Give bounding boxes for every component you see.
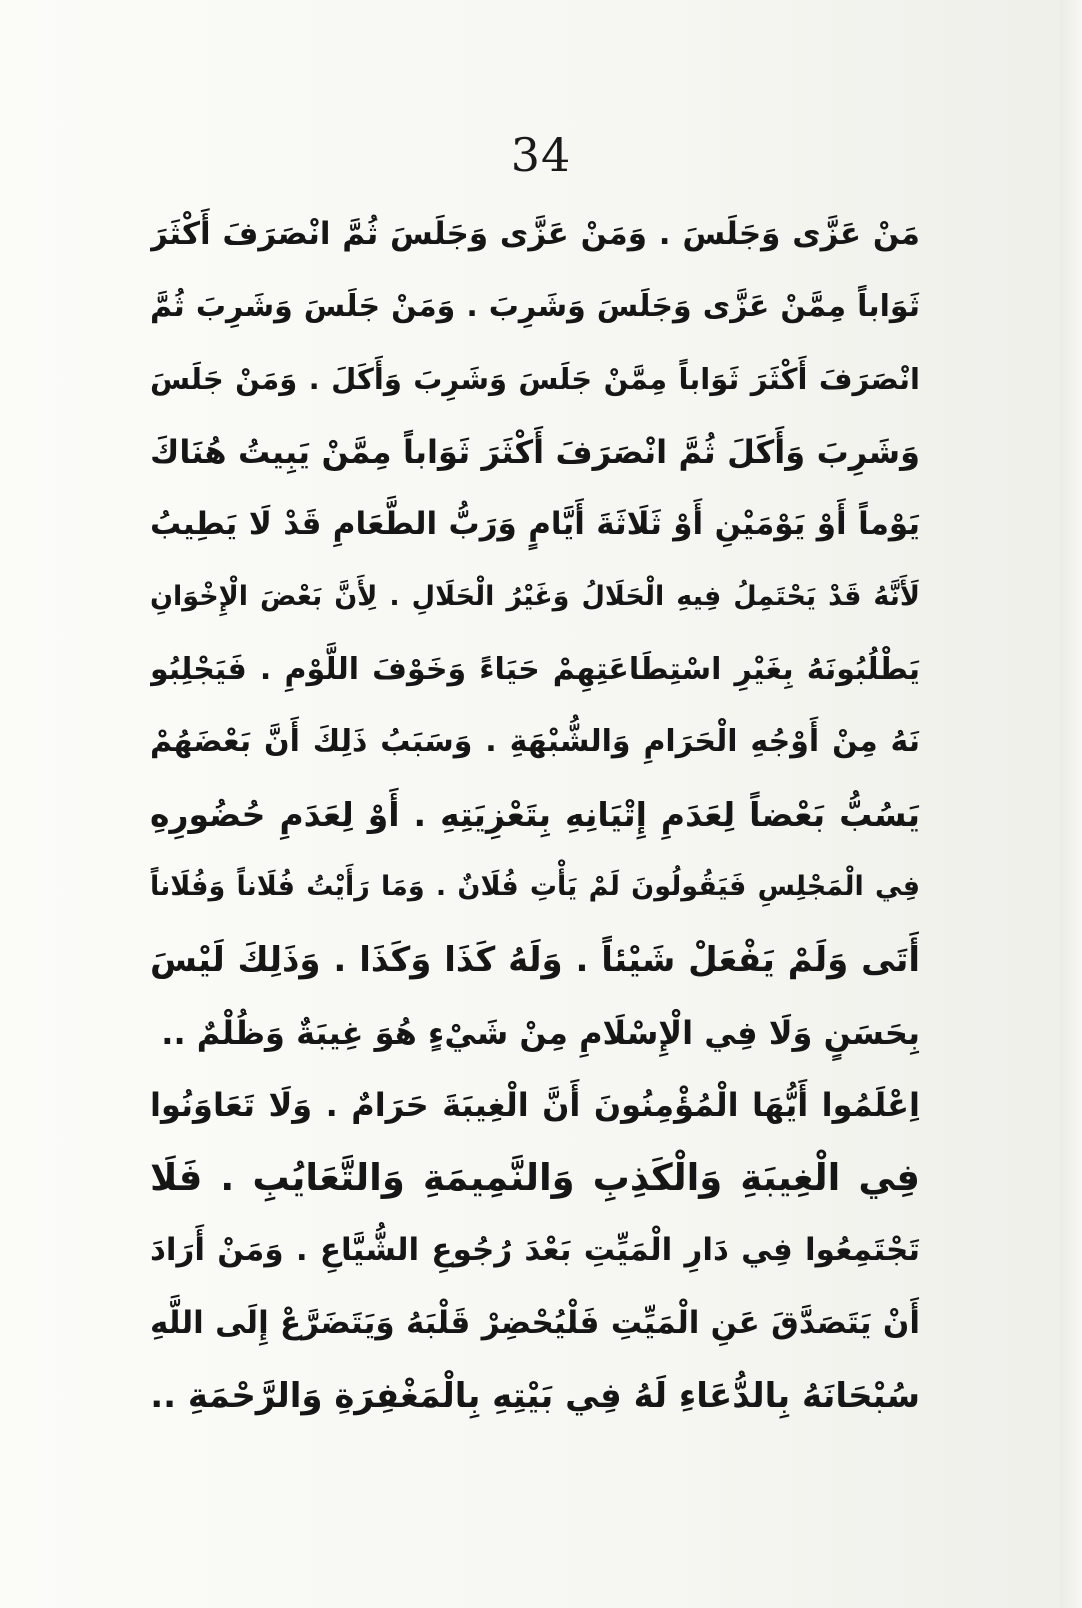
text-line: أَتَى وَلَمْ يَفْعَلْ شَيْئاً . وَلَهُ كَذَا وَكَذَا . وَذَلِكَ لَيْسَ — [150, 939, 920, 980]
text-line: أَنْ يَتَصَدَّقَ عَنِ الْمَيِّتِ فَلْيُحْضِرْ قَلْبَهُ وَيَتَضَرَّعْ إِلَى اللَّهِ — [150, 1304, 920, 1341]
text-line: فِي الْمَجْلِسِ فَيَقُولُونَ لَمْ يَأْتِ فُلَانٌ . وَمَا رَأَيْتُ فُلَاناً وَفُلَاناً — [150, 871, 920, 903]
text-line: يَسُبُّ بَعْضاً لِعَدَمِ إِتْيَانِهِ بِتَعْزِيَتِهِ . أَوْ لِعَدَمِ حُضُورِهِ — [150, 794, 920, 834]
text-line: وَشَرِبَ وَأَكَلَ ثُمَّ انْصَرَفَ أَكْثَرَ ثَوَاباً مِمَّنْ يَبِيتُ هُنَاكَ — [150, 432, 920, 471]
text-line: فِي الْغِيبَةِ وَالْكَذِبِ وَالنَّمِيمَةِ وَالتَّعَايُبِ . فَلَا — [150, 1155, 920, 1199]
paper-edge-shadow — [1060, 0, 1082, 1608]
arabic-text-block — [150, 198, 920, 1432]
text-line: اِعْلَمُوا أَيُّهَا الْمُؤْمِنُونَ أَنَّ الْغِيبَةَ حَرَامٌ . وَلَا تَعَاوَنُوا — [150, 1086, 920, 1125]
text-line: انْصَرَفَ أَكْثَرَ ثَوَاباً مِمَّنْ جَلَسَ وَشَرِبَ وَأَكَلَ . وَمَنْ جَلَسَ — [150, 362, 920, 397]
text-line: ثَوَاباً مِمَّنْ عَزَّى وَجَلَسَ وَشَرِبَ . وَمَنْ جَلَسَ وَشَرِبَ ثُمَّ — [150, 288, 920, 324]
text-line: يَوْماً أَوْ يَوْمَيْنِ أَوْ ثَلَاثَةَ أَيَّامٍ وَرَبُّ الطَّعَامِ قَدْ لَا يَطِيبُ — [150, 506, 920, 543]
page-number: 34 — [510, 128, 572, 182]
text-line: يَطْلُبُونَهُ بِغَيْرِ اسْتِطَاعَتِهِمْ حَيَاءً وَخَوْفَ اللَّوْمِ . فَيَجْلِبُو — [150, 651, 920, 687]
text-line: تَجْتَمِعُوا فِي دَارِ الْمَيِّتِ بَعْدَ رُجُوعِ الشُّيَّاعِ . وَمَنْ أَرَادَ — [150, 1232, 920, 1269]
text-line: نَهُ مِنْ أَوْجُهِ الْحَرَامِ وَالشُّبْهَةِ . وَسَبَبُ ذَلِكَ أَنَّ بَعْضَهُمْ — [150, 724, 920, 760]
text-line: مَنْ عَزَّى وَجَلَسَ . وَمَنْ عَزَّى وَجَلَسَ ثُمَّ انْصَرَفَ أَكْثَرَ — [150, 216, 920, 252]
text-line: لَأَنَّهُ قَدْ يَحْتَمِلُ فِيهِ الْحَلَالُ وَغَيْرُ الْحَلَالِ . لِأَنَّ بَعْضَ الْإِخْوَانِ — [150, 580, 920, 612]
text-line: سُبْحَانَهُ بِالدُّعَاءِ لَهُ فِي بَيْتِهِ بِالْمَغْفِرَةِ وَالرَّحْمَةِ .. — [150, 1375, 920, 1416]
text-line: بِحَسَنٍ وَلَا فِي الْإِسْلَامِ مِنْ شَيْءٍ هُوَ غِيبَةٌ وَظُلْمٌ .. — [161, 1013, 920, 1052]
